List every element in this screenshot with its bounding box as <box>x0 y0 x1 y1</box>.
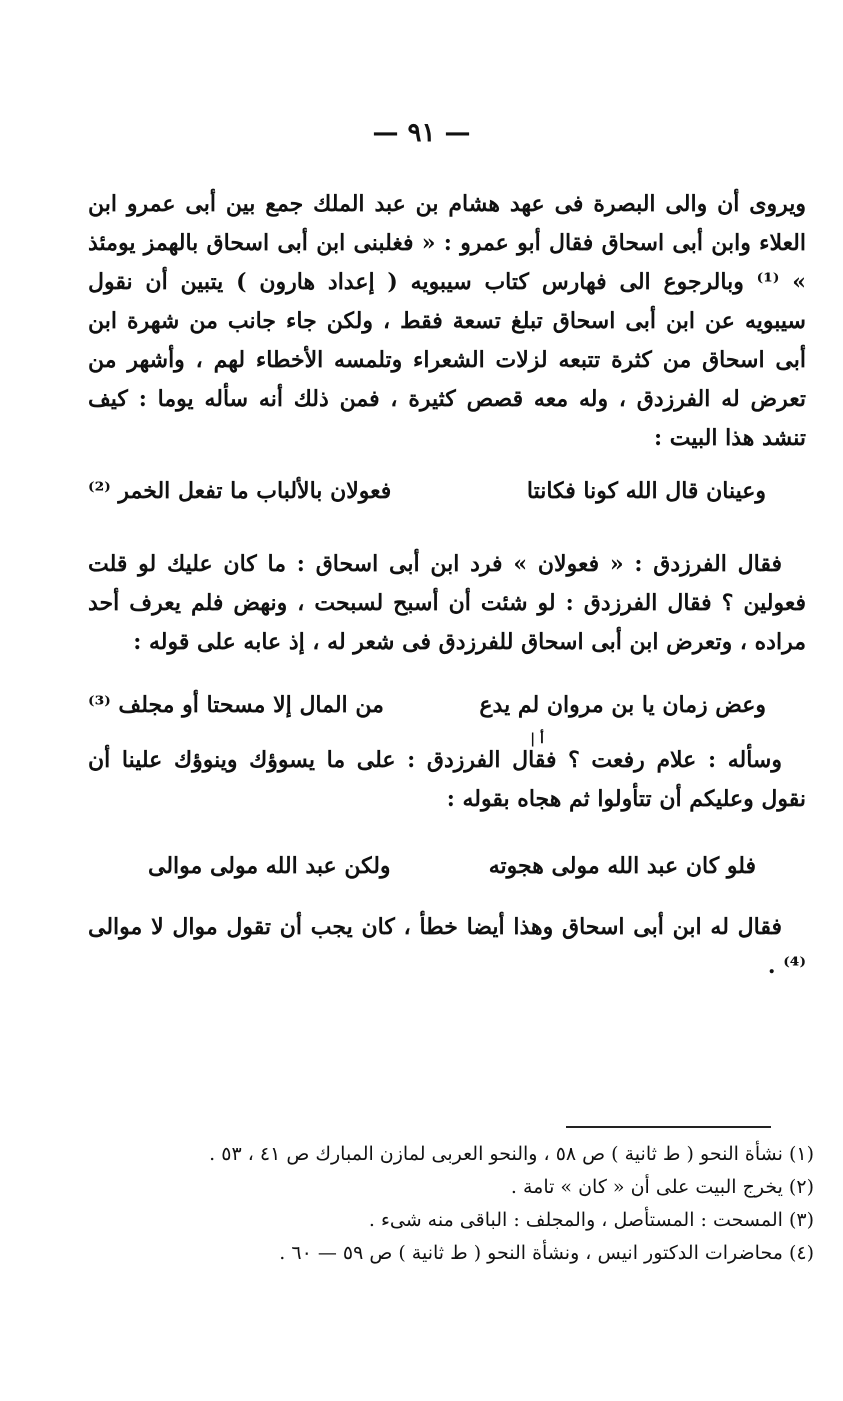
page-number: — ٩١ — <box>372 118 471 148</box>
paragraph-2: فقال الفرزدق : « فعولان » فرد ابن أبى اسحاق : ما كان عليك لو قلت فعولين ؟ فقال الفرزدق : لو شئت أن أسبح لسبحت ، ونهض فلم يعرف أحد مراده ، وتعرض ابن أبى اسحاق للفرزدق فى شعر له ، إذ عابه على قوله : <box>88 551 806 655</box>
verse-1-first-hemistich: وعينان قال الله كونا فكانتا <box>526 478 766 504</box>
footnote-2: (٢) يخرج البيت على أن « كان » تامة . <box>510 1176 814 1198</box>
verse-2 <box>88 686 766 725</box>
verse-3-first-hemistich: فلو كان عبد الله مولى هجوته <box>488 853 756 879</box>
footnote-separator <box>566 1126 771 1128</box>
verse-2-first-hemistich: وعض زمان يا بن مروان لم يدع <box>479 692 766 718</box>
paragraph-3: وسأله : علام رفعت ؟ فقال الفرزدق : على ما يسوؤك وينوؤك علينا أن نقول وعليكم أن تتأولوا ثم هجاه بقوله : <box>88 747 806 812</box>
paragraph-1: ويروى أن والى البصرة فى عهد هشام بن عبد الملك جمع بين أبى عمرو ابن العلاء وابن أبى اسحاق فقال أبو عمرو : « فغلبنى ابن أبى اسحاق بالهمز يومئذ » ⁽¹⁾ وبالرجوع الى فهارس كتاب سيبويه ( إعداد هارون ) يتبين أن نقول سيبويه عن ابن أبى اسحاق تبلغ تسعة فقط ، ولكن جاء جانب من شهرة ابن أبى اسحاق من كثرة تتبعه لزلات الشعراء وتلمسه الأخطاء لهم ، وأشهر من تعرض له الفرزدق ، وله معه قصص كثيرة ، فمن ذلك أنه سأله يوما : كيف تنشد هذا البيت : <box>88 191 806 451</box>
verse-3 <box>148 847 756 886</box>
verse-1-second-hemistich: فعولان بالألباب ما تفعل الخمر ⁽²⁾ <box>88 478 392 504</box>
footnote-3: (٣) المسحت : المستأصل ، والمجلف : الباقى منه شىء . <box>368 1209 814 1231</box>
verse-1 <box>88 472 766 511</box>
footnote-4: (٤) محاضرات الدكتور انيس ، ونشأة النحو ( ط ثانية ) ص ٥٩ — ٦٠ . <box>279 1242 814 1264</box>
verse-2-second-hemistich: من المال إلا مسحتا أو مجلف ⁽³⁾ <box>88 692 384 718</box>
main-text <box>88 185 806 986</box>
verse-3-second-hemistich: ولكن عبد الله مولى موالى <box>148 853 391 879</box>
paragraph-4: فقال له ابن أبى اسحاق وهذا أيضا خطأ ، كان يجب أن تقول موال لا موالى ⁽⁴⁾ . <box>88 914 806 979</box>
handwritten-mark: أ | <box>530 731 544 747</box>
footnote-1: (١) نشأة النحو ( ط ثانية ) ص ٥٨ ، والنحو العربى لمازن المبارك ص ٤١ ، ٥٣ . <box>209 1143 814 1165</box>
footnotes <box>88 1138 814 1270</box>
